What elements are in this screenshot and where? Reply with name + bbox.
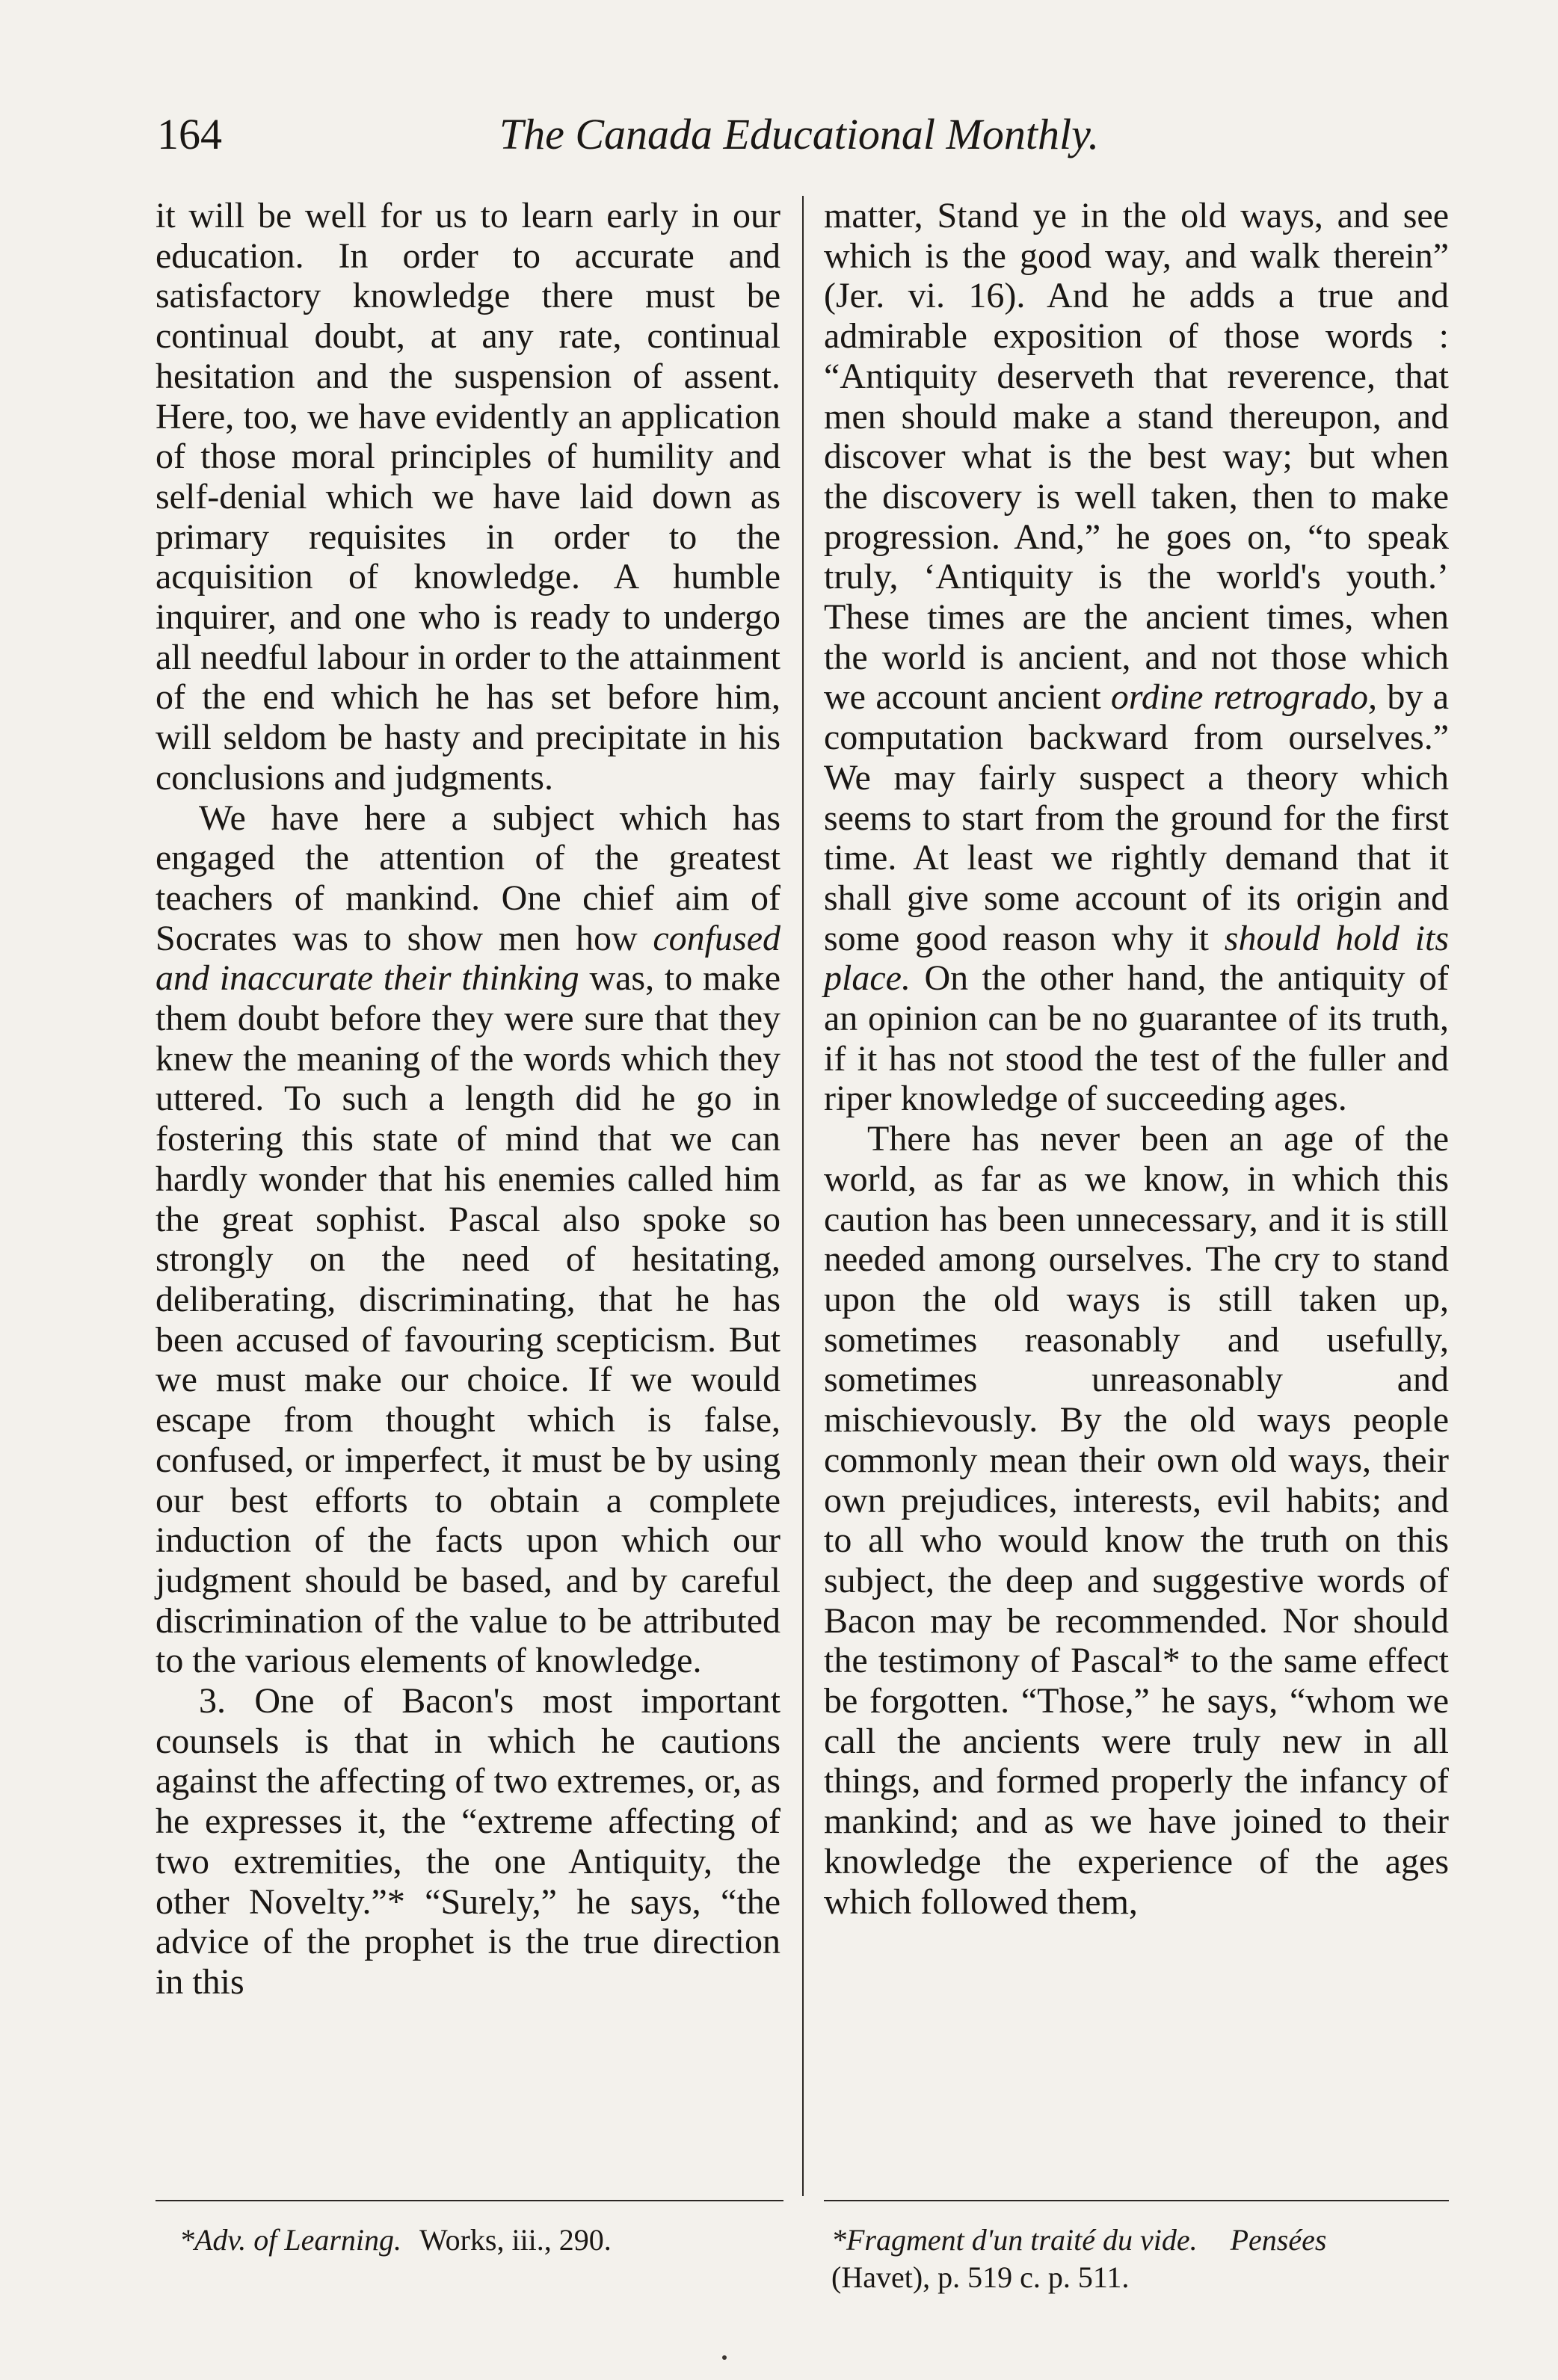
right-paragraph-1-c: On the other hand, the antiquity of an opinion can be no guarantee of its truth, if it has not stood the test of the fuller and riper knowledge of succeeding ages. <box>824 958 1449 1119</box>
left-paragraph-2 <box>156 798 780 1681</box>
right-paragraph-1-b: by a computation backward from ourselves.” We may fairly suspect a theory which seems to start from the ground for the first time. At least we rightly demand that it shall give some account of its origin and some good reason why it <box>824 677 1449 958</box>
right-footnote-rule <box>824 2200 1449 2201</box>
right-footnote <box>831 2222 1326 2296</box>
right-footnote-line-1 <box>831 2222 1326 2259</box>
right-footnote-line-2: (Havet), p. 519 c. p. 511. <box>831 2260 1130 2294</box>
right-paragraph-2: There has never been an age of the world, as far as we know, in which this caution has been unnecessary, and it is still needed among ourselves. The cry to stand upon the old ways is still taken up, sometimes reasonably and usefully, sometimes unreasonably and mischievously. By the old ways people commonly mean their own old ways, their own prejudices, interests, evil habits; and to all who would know the truth on this subject, the deep and suggestive words of Bacon may be recommended. Nor should the testimony of Pascal* to the same effect be forgotten. “Those,” he says, “whom we call the ancients were truly new in all things, and formed properly the infancy of mankind; and as we have joined to their knowledge the experience of the ages which followed them, <box>824 1119 1449 1922</box>
right-paragraph-1 <box>824 196 1449 1119</box>
right-paragraph-1-a: matter, Stand ye in the old ways, and see which is the good way, and walk therein” (Jer. vi. 16). And he adds a true and admirable exposition of those words : “Antiquity deserveth that reverence, that men should make a stand thereupon, and discover what is the best way; but when the discovery is well taken, then to make progression. And,” he goes on, “to speak truly, ‘Antiquity is the world's youth.’ These times are the ancient times, when the world is ancient, and not those which we account ancient <box>824 196 1449 718</box>
right-column <box>824 196 1449 1922</box>
left-paragraph-3: 3. One of Bacon's most important counsels is that in which he cautions against the affecting of two extremes, or, as he expresses it, the “extreme affecting of two extremities, the one Antiquity, the other Novelty.”* “Surely,” he says, “the advice of the prophet is the true direction in this <box>156 1681 780 2002</box>
right-paragraph-1-italic: ordine retrogrado, <box>1110 677 1377 718</box>
right-footnote-work: Pensées <box>1230 2223 1327 2257</box>
page-mark <box>722 2355 727 2360</box>
left-paragraph-2-start: We have here a subject which has engaged the attention of the greatest teachers of mankind. One chief aim of Socrates was to show men how <box>156 798 780 958</box>
running-head <box>157 105 1441 164</box>
right-footnote-source: *Fragment d'un traité du vide. <box>831 2223 1198 2257</box>
left-paragraph-2-italic: confused and inaccurate their thinking <box>156 918 780 999</box>
column-divider <box>802 196 804 2196</box>
left-footnote-source: *Adv. of Learning. <box>179 2223 402 2257</box>
page-number: 164 <box>157 110 222 158</box>
left-column <box>156 196 780 2003</box>
left-paragraph-2-end: was, to make them doubt before they were sure that they knew the meaning of the words which they uttered. To such a length did he go in fostering this state of mind that we can hardly wonder that his enemies called him the great sophist. Pascal also spoke so strongly on the need of hesitating, deliberating, discriminating, that he has been accused of favouring scepticism. But we must make our choice. If we would escape from thought which is false, confused, or imperfect, it must be by using our best efforts to obtain a complete induction of the facts upon which our judgment should be based, and by careful discrimination of the value to be attributed to the various elements of knowledge. <box>156 958 780 1681</box>
left-footnote-rule <box>156 2200 783 2201</box>
right-paragraph-1-italic-2: should hold its place. <box>824 918 1449 999</box>
running-title: The Canada Educational Monthly. <box>499 110 1100 158</box>
left-footnote-reference: Works, iii., 290. <box>419 2223 612 2257</box>
left-footnote <box>179 2222 612 2259</box>
left-paragraph-1: it will be well for us to learn early in our education. In order to accurate and satisfactory knowledge there must be continual doubt, at any rate, continual hesitation and the suspension of assent. Here, too, we have evidently an application of those moral principles of humility and self-denial which we have laid down as primary requisites in order to the acquisition of knowledge. A humble inquirer, and one who is ready to undergo all needful labour in order to the attainment of the end which he has set before him, will seldom be hasty and precipitate in his conclusions and judgments. <box>156 196 780 798</box>
